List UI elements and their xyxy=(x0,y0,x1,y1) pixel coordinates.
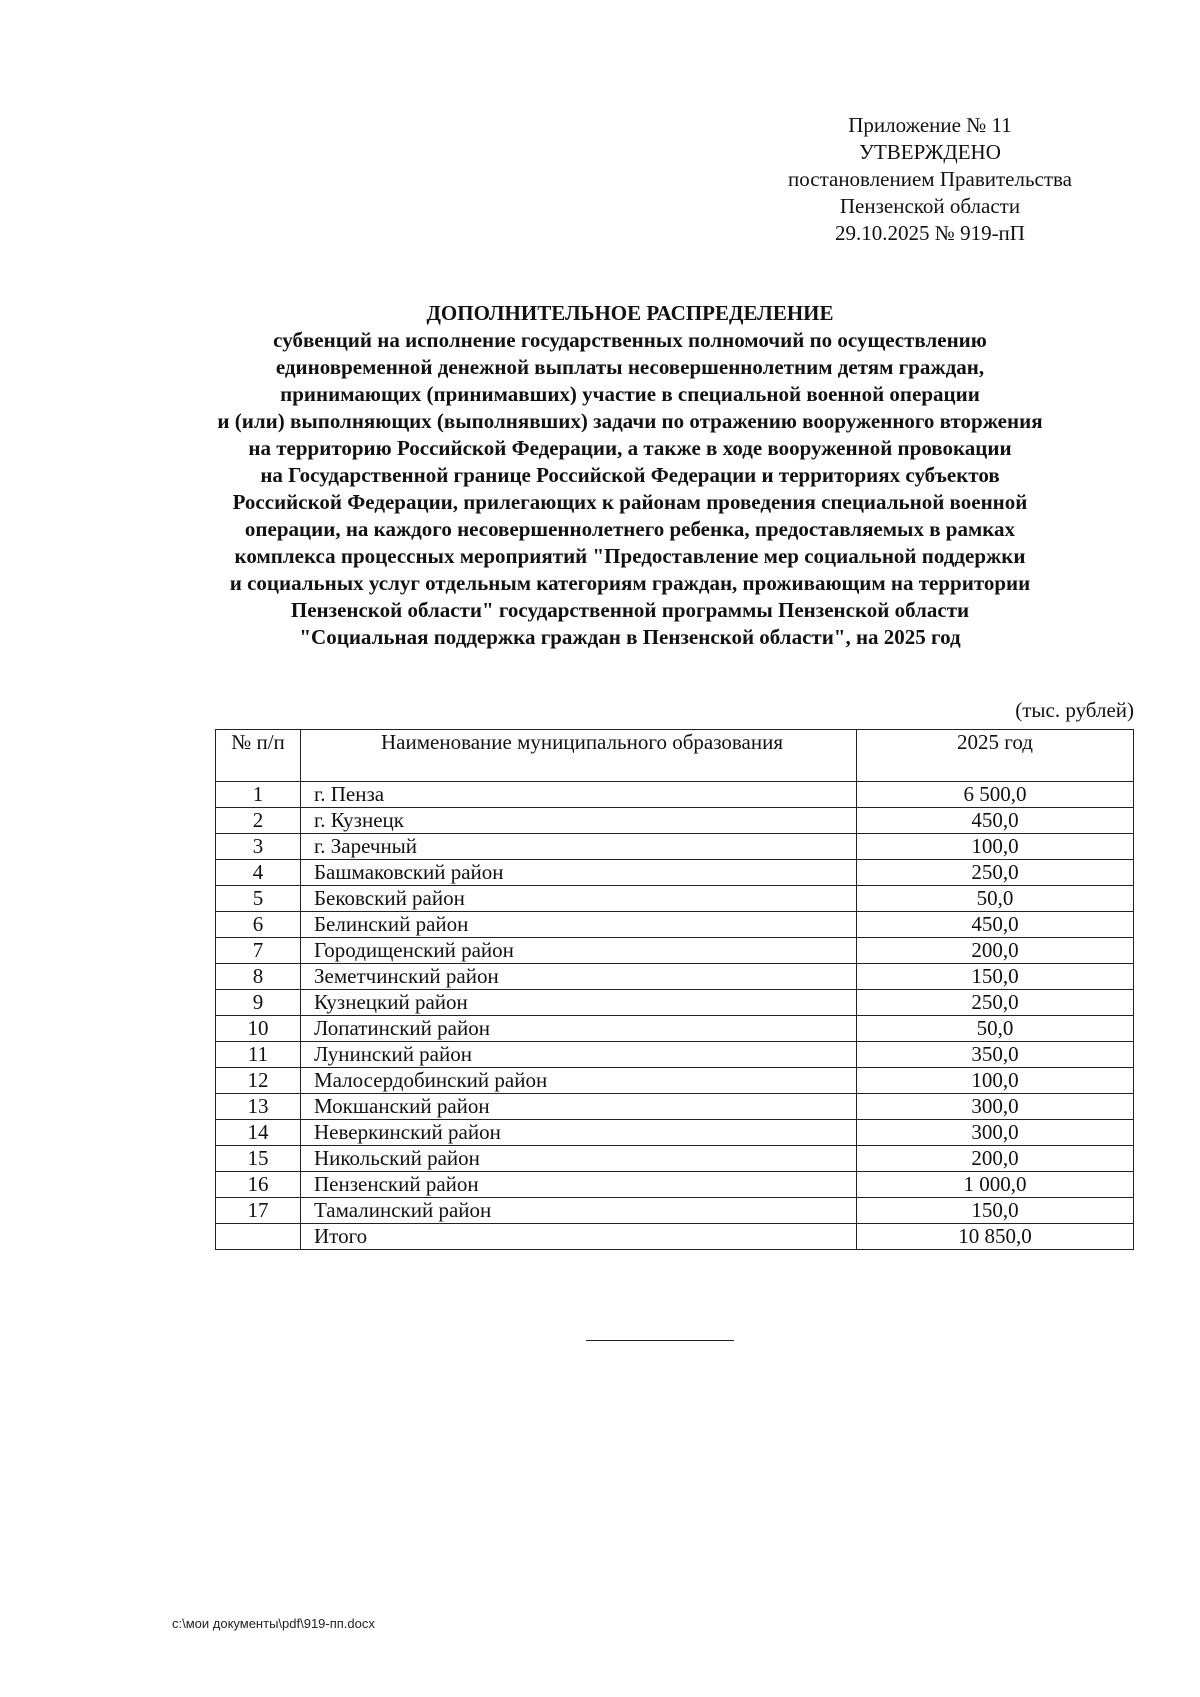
row-municipality: Бековский район xyxy=(301,886,857,912)
row-municipality: Кузнецкий район xyxy=(301,990,857,1016)
row-municipality: Лунинский район xyxy=(301,1042,857,1068)
row-amount: 200,0 xyxy=(857,1146,1134,1172)
approved-region: Пензенской области xyxy=(839,194,1021,218)
table-body xyxy=(216,782,1134,1250)
total-label: Итого xyxy=(301,1224,857,1250)
header-year: 2025 год xyxy=(857,730,1134,782)
table-row xyxy=(216,886,1134,912)
table-row xyxy=(216,1094,1134,1120)
row-number: 8 xyxy=(216,964,301,990)
row-amount: 350,0 xyxy=(857,1042,1134,1068)
table-row xyxy=(216,912,1134,938)
total-number xyxy=(216,1224,301,1250)
row-number: 14 xyxy=(216,1120,301,1146)
table-row xyxy=(216,782,1134,808)
units-label: (тыс. рублей) xyxy=(1015,698,1134,722)
row-amount: 250,0 xyxy=(857,860,1134,886)
row-number: 9 xyxy=(216,990,301,1016)
row-number: 17 xyxy=(216,1198,301,1224)
row-municipality: Белинский район xyxy=(301,912,857,938)
row-municipality: Городищенский район xyxy=(301,938,857,964)
row-amount: 6 500,0 xyxy=(857,782,1134,808)
row-number: 2 xyxy=(216,808,301,834)
row-amount: 450,0 xyxy=(857,912,1134,938)
total-amount: 10 850,0 xyxy=(857,1224,1134,1250)
row-number: 15 xyxy=(216,1146,301,1172)
table-row xyxy=(216,1068,1134,1094)
row-municipality: Лопатинский район xyxy=(301,1016,857,1042)
row-number: 12 xyxy=(216,1068,301,1094)
row-amount: 50,0 xyxy=(857,1016,1134,1042)
row-municipality: Тамалинский район xyxy=(301,1198,857,1224)
row-municipality: Башмаковский район xyxy=(301,860,857,886)
row-municipality: Малосердобинский район xyxy=(301,1068,857,1094)
table-row xyxy=(216,938,1134,964)
row-amount: 200,0 xyxy=(857,938,1134,964)
title-main: ДОПОЛНИТЕЛЬНОЕ РАСПРЕДЕЛЕНИЕ xyxy=(426,301,834,325)
title-subtitle: субвенций на исполнение государственных полномочий по осуществлению единовременной денежной выплаты несовершеннолетним детям граждан, принимающих (принимавших) участие в специальной военной операции и (или) выполняющих (выполнявших) задачи по отражению вооруженного вторжения на территорию Российской Федерации, а также в ходе вооруженной провокации на Государственной границе Российской Федерации и территориях субъектов Российской Федерации, прилегающих к районам проведения специальной военной операции, на каждого несовершеннолетнего ребенка, предоставляемых в рамках комплекса процессных мероприятий "Предоставление мер социальной поддержки и социальных услуг отдельным категориям граждан, проживающим на территории Пензенской области" государственной программы Пензенской области "Социальная поддержка граждан в Пензенской области", на 2025 год xyxy=(217,328,1043,649)
table-row xyxy=(216,860,1134,886)
row-number: 3 xyxy=(216,834,301,860)
table-row xyxy=(216,1042,1134,1068)
row-municipality: Земетчинский район xyxy=(301,964,857,990)
row-amount: 150,0 xyxy=(857,964,1134,990)
table-row xyxy=(216,990,1134,1016)
row-municipality: г. Заречный xyxy=(301,834,857,860)
footer-file-path: c:\мои документы\pdf\919-пп.docx xyxy=(172,1616,375,1631)
header-number: № п/п xyxy=(216,730,301,782)
row-municipality: Мокшанский район xyxy=(301,1094,857,1120)
row-number: 10 xyxy=(216,1016,301,1042)
row-amount: 300,0 xyxy=(857,1120,1134,1146)
row-amount: 250,0 xyxy=(857,990,1134,1016)
table-row xyxy=(216,1016,1134,1042)
approval-block xyxy=(760,112,1100,247)
end-separator-line xyxy=(586,1340,734,1341)
row-municipality: Пензенский район xyxy=(301,1172,857,1198)
table-row xyxy=(216,1120,1134,1146)
table-row xyxy=(216,834,1134,860)
table-header-row xyxy=(216,730,1134,782)
row-number: 4 xyxy=(216,860,301,886)
header-municipality: Наименование муниципального образования xyxy=(301,730,857,782)
table-row xyxy=(216,1198,1134,1224)
row-amount: 300,0 xyxy=(857,1094,1134,1120)
approved-by: постановлением Правительства xyxy=(787,167,1072,191)
document-title xyxy=(130,300,1130,651)
table-row xyxy=(216,964,1134,990)
row-number: 1 xyxy=(216,782,301,808)
row-amount: 100,0 xyxy=(857,1068,1134,1094)
row-number: 7 xyxy=(216,938,301,964)
table-row xyxy=(216,1146,1134,1172)
resolution-date-number: 29.10.2025 № 919-пП xyxy=(835,221,1025,245)
row-municipality: Никольский район xyxy=(301,1146,857,1172)
row-amount: 100,0 xyxy=(857,834,1134,860)
allocation-table xyxy=(215,729,1134,1250)
row-number: 5 xyxy=(216,886,301,912)
row-municipality: г. Пенза xyxy=(301,782,857,808)
row-number: 13 xyxy=(216,1094,301,1120)
row-number: 6 xyxy=(216,912,301,938)
row-amount: 50,0 xyxy=(857,886,1134,912)
table-total-row xyxy=(216,1224,1134,1250)
approved-label: УТВЕРЖДЕНО xyxy=(859,140,1001,164)
row-municipality: г. Кузнецк xyxy=(301,808,857,834)
row-amount: 150,0 xyxy=(857,1198,1134,1224)
row-number: 11 xyxy=(216,1042,301,1068)
row-municipality: Неверкинский район xyxy=(301,1120,857,1146)
table-row xyxy=(216,808,1134,834)
row-number: 16 xyxy=(216,1172,301,1198)
row-amount: 450,0 xyxy=(857,808,1134,834)
appendix-number: Приложение № 11 xyxy=(848,113,1012,137)
table-row xyxy=(216,1172,1134,1198)
row-amount: 1 000,0 xyxy=(857,1172,1134,1198)
